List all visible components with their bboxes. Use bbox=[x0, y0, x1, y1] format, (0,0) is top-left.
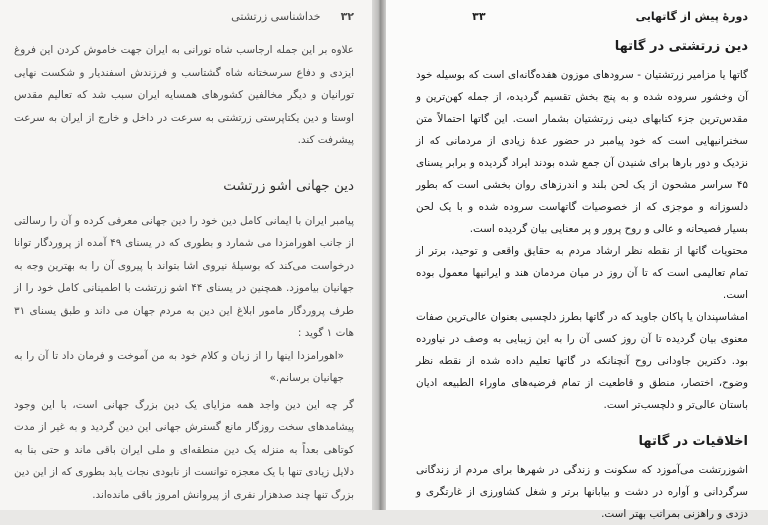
right-section-heading: دین زرتشتی در گاتها bbox=[614, 39, 748, 54]
right-paragraph: گاتها یا مزامیر زرتشتیان - سرودهای موزون هفده‌گانه‌ای است که بوسیله خود آن وخشور سروده شده و به پنج بخش تقسیم گردیده، از جمله کهن‌ترین و مقدس‌ترین جزء کتابهای دینی زرتشتیان بشمار است. این گاتها احتمالاً متن سخنرانیهایی است که خود پیامبر در حضور عدهٔ زیادی از مردمانی که از نزدیک و دور بارها برای شنیدن آن جمع شده بودند ایراد گردیده و برابر یسنای ۴۵ سراسر مشحون از یک لحن بلند و اندرزهای روان بخشی است که بطور دلسوزانه و موجزی که از خصوصیات گاتهاست سروده شده و با یک لحن بسیار فصیحانه و عالی و روح پرور و پر معنایی بیان گردیده است. bbox=[416, 69, 748, 235]
left-section-heading: دین جهانی اشو زرتشت bbox=[223, 177, 354, 194]
right-paragraph: محتویات گاتها از نقطه نظر ارشاد مردم به حقایق واقعی و توحید، برتر از تمام تعالیمی است که تا آن روز در میان مردمان هند و ایرانیها معمول بوده است. bbox=[416, 245, 748, 301]
left-running-head: خداشناسی زرتشتی bbox=[231, 10, 321, 23]
book-gutter bbox=[372, 0, 386, 510]
left-quote: «اهورامزدا اینها را از زبان و کلام خود به من آموخت و فرمان داد تا آن را به جهانیان برسانم.» bbox=[14, 349, 344, 384]
right-page bbox=[386, 0, 768, 520]
right-paragraph: امشاسپندان یا پاکان جاوید که در گاتها بطرز دلچسبی بعنوان عالی‌ترین صفات معنوی بیان گردیده تا آن روز کسی آن را به این زیبایی به وصف در نیاورده بود. دکترین جاودانی روح آنچنانکه در گاتها تعلیم داده شده از نقطه نظر وضوح، اختصار، منطق و قاطعیت از تمام فرضیه‌های ماوراء الطبیعه ادیان باستان عالی‌تر و دلچسب‌تر است. bbox=[416, 311, 748, 411]
right-page-number: ۳۳ bbox=[472, 10, 486, 23]
left-paragraph: پیامبر ایران با ایمانی کامل دین خود را دین جهانی معرفی کرده و آن را رسالتی از جانب اهورامزدا می شمارد و بطوری که در یسنای ۴۹ آمده از پروردگار توانا درخواست می‌کند که بوسیلهٔ نیروی اشا بتواند با پیروی آن را به بهترین وجه به جهانیان بیاموزد. همچنین در یسنای ۴۴ اشو زرتشت با اطمینانی کامل خود را از طرف پروردگار مامور ابلاغ این دین به مردم جهان می داند و طبق یسنای ۳۱ هات ۱ گوید : bbox=[14, 214, 355, 339]
left-page-header bbox=[14, 10, 354, 23]
right-section-heading: اخلاقیات در گاتها bbox=[638, 434, 748, 449]
right-page-header bbox=[416, 10, 748, 23]
left-page bbox=[0, 0, 372, 510]
right-running-head: دورهٔ پیش از گاتهایی bbox=[635, 10, 748, 23]
left-paragraph: علاوه بر این جمله ارجاسب شاه تورانی به ایران جهت خاموش کردن این فروغ ایزدی و دفاع سرسختانه شاه گشتاسب و فرزندش اسفندیار و شکست نهایی تورانیان و دیگر مخالفین کشورهای همسایه ایران سبب شد که تعالیم مقدس اوستا و دین یکتاپرستی زرتشتی به سرعت در داخل و خارج از ایران به سرعت پیشرفت کند. bbox=[14, 44, 354, 146]
right-paragraph: اشوزرتشت می‌آموزد که سکونت و زندگی در شهرها برای مردم از زندگانی سرگردانی و آواره در دشت و بیابانها برتر و شغل کشاورزی از غارتگری و دزدی و راهزنی بمراتب بهتر است. bbox=[416, 464, 748, 520]
left-page-number: ۳۲ bbox=[340, 10, 354, 23]
left-paragraph: گر چه این دین واجد همه مزایای یک دین بزرگ جهانی است، با این وجود پیشامدهای سخت روزگار مانع گسترش جهانی این دین گردید و به غیر از مدت کوتاهی بعداً به منزله یک دین منطقه‌ای و ملی ایران باقی ماند و حتی بنا به دلایل زیادی تنها با یک معجزه توانست از نابودی نجات یابد بطوری که از این دین بزرگ تنها چند صدهزار نفری از پیروانش امروز باقی مانده‌اند. bbox=[14, 398, 354, 501]
